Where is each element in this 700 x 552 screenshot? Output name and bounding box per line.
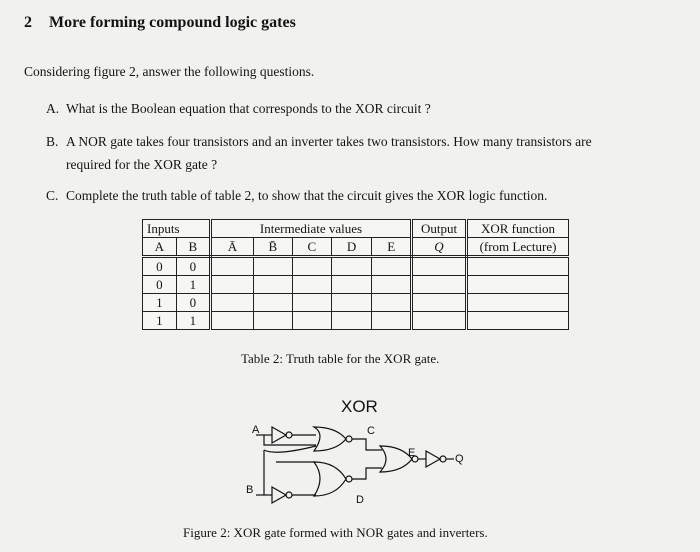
cell-empty [331, 312, 372, 330]
cell-empty [211, 257, 254, 276]
table-row [143, 257, 569, 276]
cell-a: 1 [143, 294, 177, 312]
cell-empty [467, 294, 569, 312]
inverter-q [426, 451, 440, 467]
label-d: D [356, 494, 364, 506]
cell-empty [412, 276, 467, 294]
cell-empty [253, 276, 292, 294]
header-xor-function: XOR function [467, 220, 569, 238]
question-a-letter: A. [46, 101, 60, 116]
question-c-text: Complete the truth table of table 2, to show that the circuit gives the XOR logic function. [66, 188, 548, 203]
cell-empty [292, 276, 331, 294]
header-output: Output [412, 220, 467, 238]
table-caption: Table 2: Truth table for the XOR gate. [241, 351, 440, 366]
cell-empty [211, 294, 254, 312]
question-b-line1: A NOR gate takes four transistors and an inverter takes two transistors. How many transistors are [66, 134, 592, 149]
wire-d [352, 468, 382, 479]
label-b: B [246, 484, 254, 496]
cell-empty [292, 312, 331, 330]
wire-c [352, 439, 382, 450]
nor-gate-d-bubble [346, 476, 352, 482]
table-group-header-row [143, 220, 569, 238]
cell-empty [372, 276, 412, 294]
cell-b: 1 [176, 312, 210, 330]
cell-empty [372, 257, 412, 276]
cell-empty [412, 257, 467, 276]
cell-empty [331, 276, 372, 294]
cell-empty [412, 294, 467, 312]
cell-b: 0 [176, 294, 210, 312]
cell-a: 0 [143, 276, 177, 294]
cell-empty [331, 257, 372, 276]
cell-empty [211, 312, 254, 330]
cell-empty [372, 312, 412, 330]
inverter-b [272, 487, 286, 503]
cell-empty [292, 257, 331, 276]
header-inputs: Inputs [143, 220, 211, 238]
cell-empty [467, 276, 569, 294]
cell-a: 1 [143, 312, 177, 330]
label-c: C [367, 425, 375, 437]
cell-empty [467, 257, 569, 276]
col-a-bar: Ā [211, 238, 254, 257]
truth-table [142, 219, 569, 330]
cell-empty [253, 312, 292, 330]
cell-b: 0 [176, 257, 210, 276]
label-e: E [408, 447, 416, 459]
col-a: A [143, 238, 177, 257]
col-e: E [372, 238, 412, 257]
cell-empty [253, 257, 292, 276]
nor-gate-c-bubble [346, 436, 352, 442]
col-d: D [331, 238, 372, 257]
label-a: A [252, 424, 260, 436]
cell-empty [467, 312, 569, 330]
figure-title: XOR [341, 397, 378, 416]
section-title: More forming compound logic gates [49, 14, 296, 31]
intro-text: Considering figure 2, answer the following questions. [24, 64, 315, 79]
col-xor-sub: (from Lecture) [467, 238, 569, 257]
table-row [143, 276, 569, 294]
nor-gate-d [314, 462, 346, 496]
table-row [143, 312, 569, 330]
cell-empty [412, 312, 467, 330]
question-a-text: What is the Boolean equation that corresponds to the XOR circuit ? [66, 101, 431, 116]
xor-circuit-diagram [236, 390, 476, 512]
cell-empty [253, 294, 292, 312]
question-b-letter: B. [46, 134, 59, 149]
question-b-line2: required for the XOR gate ? [66, 157, 218, 172]
col-b: B [176, 238, 210, 257]
col-b-bar: B̄ [253, 238, 292, 257]
question-c-letter: C. [46, 188, 59, 203]
cell-b: 1 [176, 276, 210, 294]
col-q: Q [412, 238, 467, 257]
wire-b-to-nor-c [264, 446, 316, 452]
cell-empty [292, 294, 331, 312]
col-c: C [292, 238, 331, 257]
label-q: Q [455, 453, 464, 465]
figure-caption: Figure 2: XOR gate formed with NOR gates and inverters. [183, 525, 488, 540]
header-intermediate: Intermediate values [211, 220, 412, 238]
cell-a: 0 [143, 257, 177, 276]
cell-empty [331, 294, 372, 312]
inverter-a [272, 427, 286, 443]
table-column-header-row [143, 238, 569, 257]
nor-gate-c [314, 427, 346, 451]
cell-empty [211, 276, 254, 294]
section-number: 2 [24, 14, 32, 31]
table-row [143, 294, 569, 312]
cell-empty [372, 294, 412, 312]
